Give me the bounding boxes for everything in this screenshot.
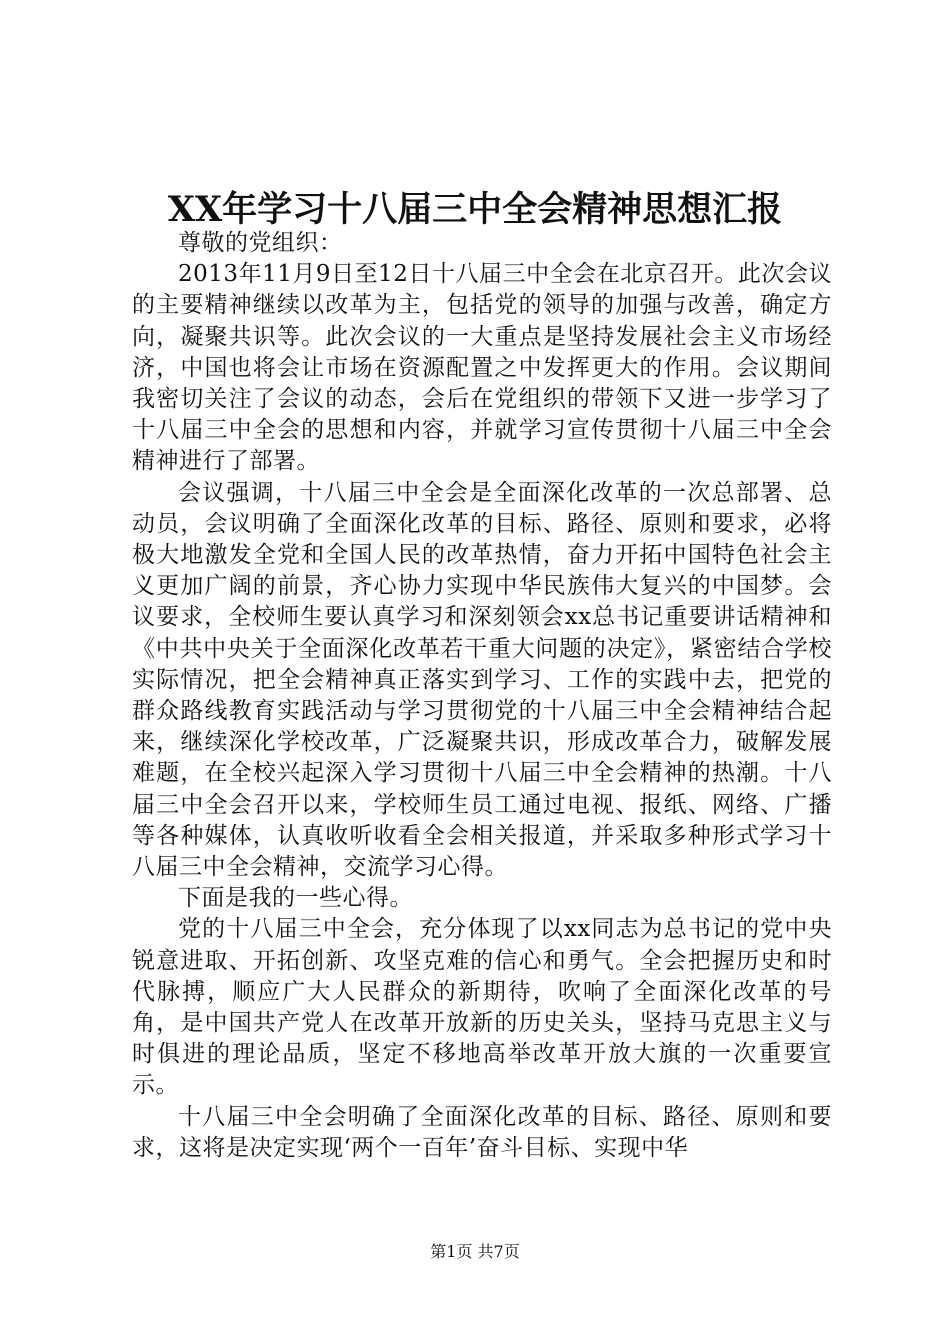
body-paragraph: 党的十八届三中全会，充分体现了以xx同志为总书记的党中央锐意进取、开拓创新、攻坚克难的信心和勇气。全会把握历史和时代脉搏，顺应广大人民群众的新期待，吹响了全面深化改革的号角，是中国共产党人在改革开放新的历史关头，坚持马克思主义与时俱进的理论品质，坚定不移地高举改革开放大旗的一次重要宣示。 (132, 916, 832, 1099)
body-paragraph: 十八届三中全会明确了全面深化改革的目标、路径、原则和要求，这将是决定实现‘两个一百年’奋斗目标、实现中华 (132, 1103, 832, 1161)
page-footer: 第1页 共7页 (430, 1242, 520, 1261)
body-paragraph: 会议强调，十八届三中全会是全面深化改革的一次总部署、总动员，会议明确了全面深化改革的目标、路径、原则和要求，必将极大地激发全党和全国人民的改革热情，奋力开拓中国特色社会主义更加广阔的前景，齐心协力实现中华民族伟大复兴的中国梦。会议要求，全校师生要认真学习和深刻领会xx总书记重要讲话精神和《中共中央关于全面深化改革若干重大问题的决定》，紧密结合学校实际情况，把全会精神真正落实到学习、工作的实践中去，把党的群众路线教育实践活动与学习贯彻党的十八届三中全会精神结合起来，继续深化学校改革，广泛凝聚共识，形成改革合力，破解发展难题，在全校兴起深入学习贯彻十八届三中全会精神的热潮。十八届三中全会召开以来，学校师生员工通过电视、报纸、网络、广播等各种媒体，认真收听收看全会相关报道，并采取多种形式学习十八届三中全会精神，交流学习心得。 (132, 479, 832, 881)
body-paragraph: 2013年11月9日至12日十八届三中全会在北京召开。此次会议的主要精神继续以改革为主，包括党的领导的加强与改善，确定方向，凝聚共识等。此次会议的一大重点是坚持发展社会主义市场经济，中国也将会让市场在资源配置之中发挥更大的作用。会议期间我密切关注了会议的动态，会后在党组织的带领下又进一步学习了十八届三中全会的思想和内容，并就学习宣传贯彻十八届三中全会精神进行了部署。 (132, 261, 832, 475)
document-title: XX年学习十八届三中全会精神思想汇报 (167, 189, 783, 230)
body-paragraph: 下面是我的一些心得。 (178, 885, 413, 912)
document-body (132, 228, 832, 1164)
salutation: 尊敬的党组织： (178, 230, 343, 256)
